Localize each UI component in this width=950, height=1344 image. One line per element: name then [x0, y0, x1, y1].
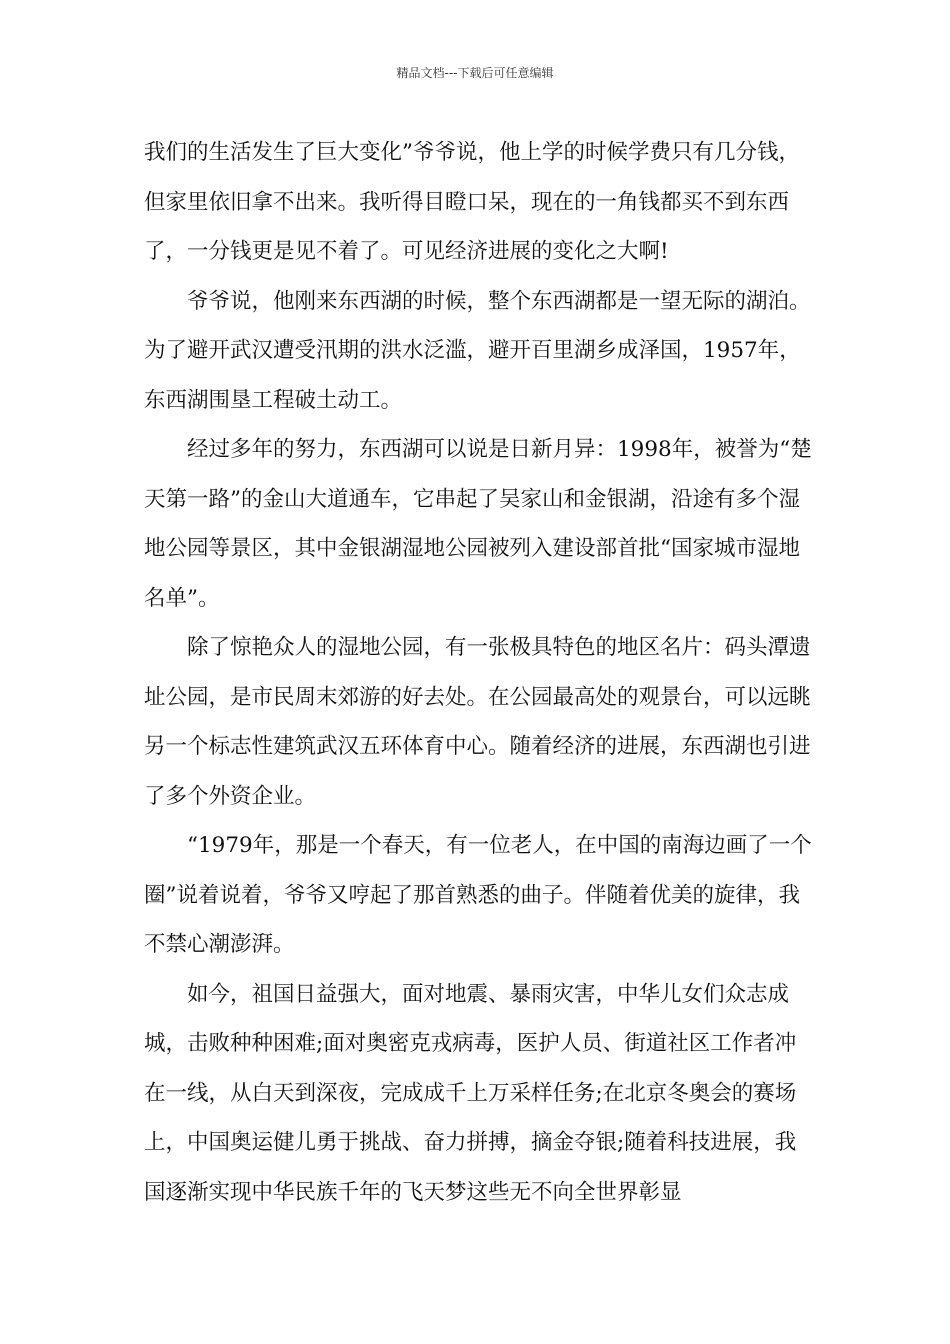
paragraph-1: 我们的生活发生了巨大变化”爷爷说，他上学的时候学费只有几分钱，但家里依旧拿不出来。我听得目瞪口呆，现在的一角钱都买不到东西了，一分钱更是见不着了。可见经济进展的变化之大啊!: [144, 140, 800, 264]
paragraph-6: 如今，祖国日益强大，面对地震、暴雨灾害，中华儿女们众志成城，击败种种困难;面对奥密克戎病毒，医护人员、街道社区工作者冲在一线，从白天到深夜，完成成千上万采样任务;在北京冬奥会的赛场上，中国奥运健儿勇于挑战、奋力拼搏，摘金夺银;随着科技进展，我国逐渐实现中华民族千年的飞天梦这些无不向全世界彰显: [144, 981, 797, 1205]
page-header: 精品文档---下载后可任意编辑: [396, 66, 554, 80]
paragraph-5: “1979年，那是一个春天，有一位老人，在中国的南海边画了一个圈”说着说着，爷爷又哼起了那首熟悉的曲子。伴随着优美的旋律，我不禁心潮澎湃。: [144, 833, 812, 957]
paragraph-3: 经过多年的努力，东西湖可以说是日新月异：1998年，被誉为“楚天第一路”的金山大道通车，它串起了吴家山和金银湖，沿途有多个湿地公园等景区，其中金银湖湿地公园被列入建设部首批“国家城市湿地名单”。: [144, 437, 812, 611]
document-body: [144, 128, 812, 1217]
paragraph-2: 爷爷说，他刚来东西湖的时候，整个东西湖都是一望无际的湖泊。为了避开武汉遭受汛期的洪水泛滥，避开百里湖乡成泽国，1957年，东西湖围垦工程破土动工。: [144, 288, 811, 413]
paragraph-4: 除了惊艳众人的湿地公园，有一张极具特色的地区名片：码头潭遗址公园，是市民周末郊游的好去处。在公园最高处的观景台，可以远眺另一个标志性建筑武汉五环体育中心。随着经济的进展，东西湖也引进了多个外资企业。: [144, 635, 811, 809]
